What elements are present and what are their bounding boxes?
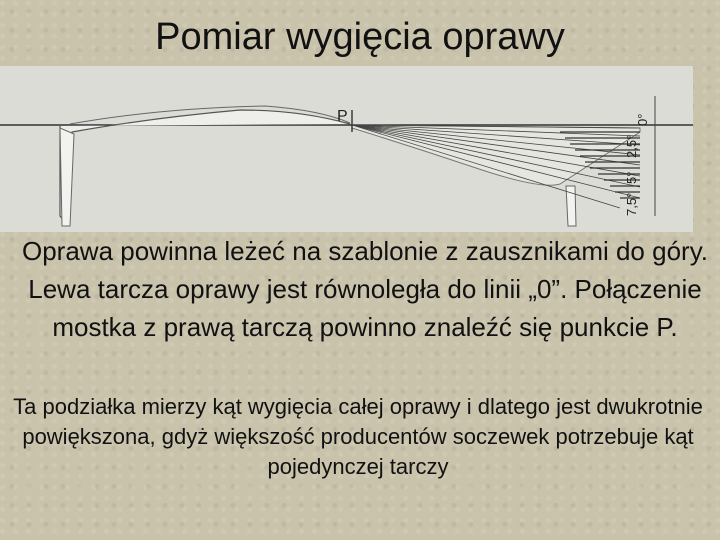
frame-bend-template-figure: [0, 66, 693, 232]
scale-label-2-5: 2,5°: [624, 134, 639, 158]
point-p-label: P: [337, 108, 348, 125]
scale-label-0: 0°: [635, 113, 650, 126]
scale-label-5: 5°: [624, 171, 639, 184]
template-drawing: [0, 66, 693, 232]
left-lens-rim: [60, 110, 350, 220]
scale-label-7-5: 7,5°: [624, 192, 639, 216]
instruction-paragraph: Oprawa powinna leżeć na szablonie z zausznikami do góry. Lewa tarcza oprawy jest równoległa do linii „0”. Połączenie mostka z prawą tarczą powinno znaleźć się punkcie P.: [22, 236, 708, 342]
slide-title: Pomiar wygięcia oprawy: [155, 16, 565, 58]
left-temple: [60, 128, 74, 226]
note-paragraph: Ta podziałka mierzy kąt wygięcia całej oprawy i dlatego jest dwukrotnie powiększona, gdyż większość producentów soczewek potrzebuje kąt pojedynczej tarczy: [13, 394, 703, 479]
